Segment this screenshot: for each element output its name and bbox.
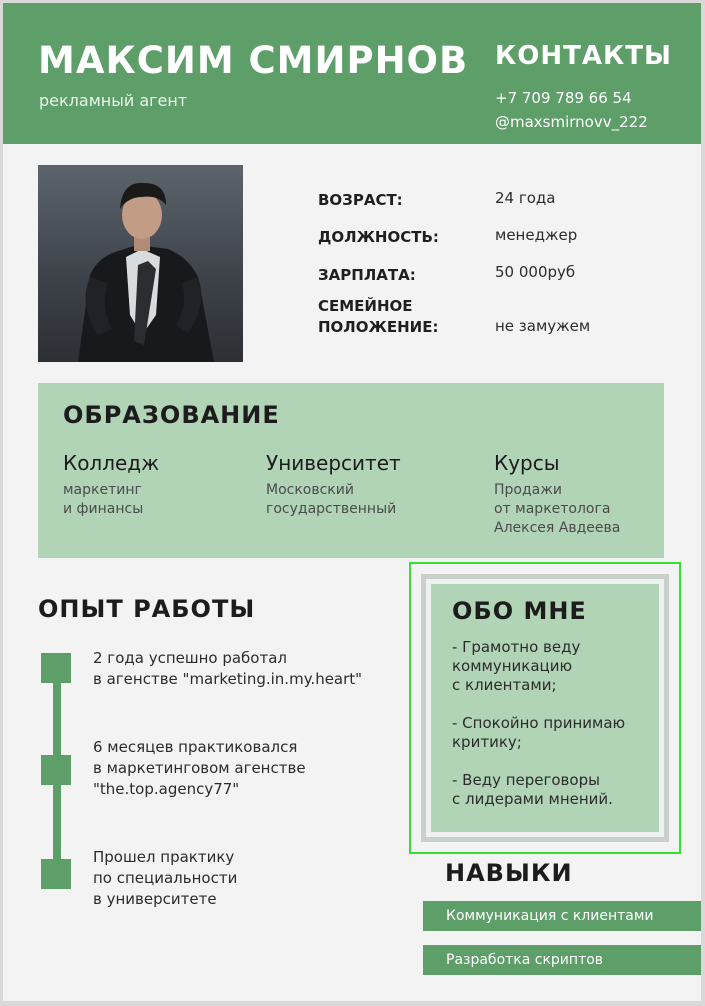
position-value: менеджер (495, 226, 578, 244)
about-frame (421, 574, 669, 842)
education-head: Курсы (494, 451, 560, 475)
education-head: Колледж (63, 451, 160, 475)
education-desc-line: Алексея Авдеева (494, 520, 621, 536)
education-desc-line: Московский (266, 482, 354, 498)
marital-label (318, 296, 438, 338)
marital-value: не замужем (495, 317, 591, 335)
contact-handle: @maxsmirnovv_222 (495, 113, 648, 131)
marital-label-line2: ПОЛОЖЕНИЕ: (318, 318, 439, 336)
experience-line: 2 года успешно работал (93, 649, 287, 667)
education-desc-line: и финансы (63, 501, 144, 517)
position-label: ДОЛЖНОСТЬ: (318, 228, 439, 246)
education-desc (266, 481, 401, 519)
about-section (431, 584, 659, 832)
profile-photo (38, 165, 243, 362)
header-band (3, 3, 701, 144)
experience-line: в университете (93, 890, 217, 908)
salary-label: ЗАРПЛАТА: (318, 266, 416, 284)
education-column-college (63, 451, 159, 519)
experience-line: Прошел практику (93, 848, 235, 866)
experience-item (93, 648, 362, 690)
skill-bar: Коммуникация с клиентами (423, 901, 701, 931)
marital-label-line1: СЕМЕЙНОЕ (318, 297, 413, 315)
education-head: Университет (266, 451, 401, 475)
person-role: рекламный агент (39, 91, 188, 110)
resume-page (3, 3, 701, 1001)
timeline-marker (41, 859, 71, 889)
contacts-heading: КОНТАКТЫ (495, 41, 672, 71)
education-title: ОБРАЗОВАНИЕ (63, 401, 280, 429)
about-text: - Грамотно веду коммуникацию с клиентами; - Спокойно принимаю критику; - Веду переговоры с лидерами мнений. (452, 638, 626, 808)
about-selection-box[interactable] (409, 562, 681, 854)
experience-title: ОПЫТ РАБОТЫ (38, 595, 256, 623)
timeline-marker (41, 755, 71, 785)
age-label: ВОЗРАСТ: (318, 191, 403, 209)
experience-item (93, 847, 237, 910)
person-name: МАКСИМ СМИРНОВ (38, 39, 469, 82)
salary-value: 50 000руб (495, 263, 576, 281)
contact-phone: +7 709 789 66 54 (495, 89, 632, 107)
education-column-courses (494, 451, 620, 538)
skills-title: НАВЫКИ (445, 859, 573, 887)
experience-line: 6 месяцев практиковался (93, 738, 298, 756)
about-title: ОБО МНЕ (452, 597, 587, 625)
education-desc (494, 481, 620, 538)
experience-line: "the.top.agency77" (93, 780, 240, 798)
experience-line: по специальности (93, 869, 238, 887)
education-desc (63, 481, 159, 519)
education-section (38, 383, 664, 558)
timeline-marker (41, 653, 71, 683)
experience-item (93, 737, 306, 800)
education-column-university (266, 451, 401, 519)
education-desc-line: Продажи (494, 482, 562, 498)
experience-line: в маркетинговом агенстве (93, 759, 306, 777)
skill-bar: Разработка скриптов (423, 945, 701, 975)
education-desc-line: от маркетолога (494, 501, 611, 517)
education-desc-line: государственный (266, 501, 397, 517)
education-desc-line: маркетинг (63, 482, 142, 498)
age-value: 24 года (495, 189, 556, 207)
experience-line: в агенстве "marketing.in.my.heart" (93, 670, 363, 688)
